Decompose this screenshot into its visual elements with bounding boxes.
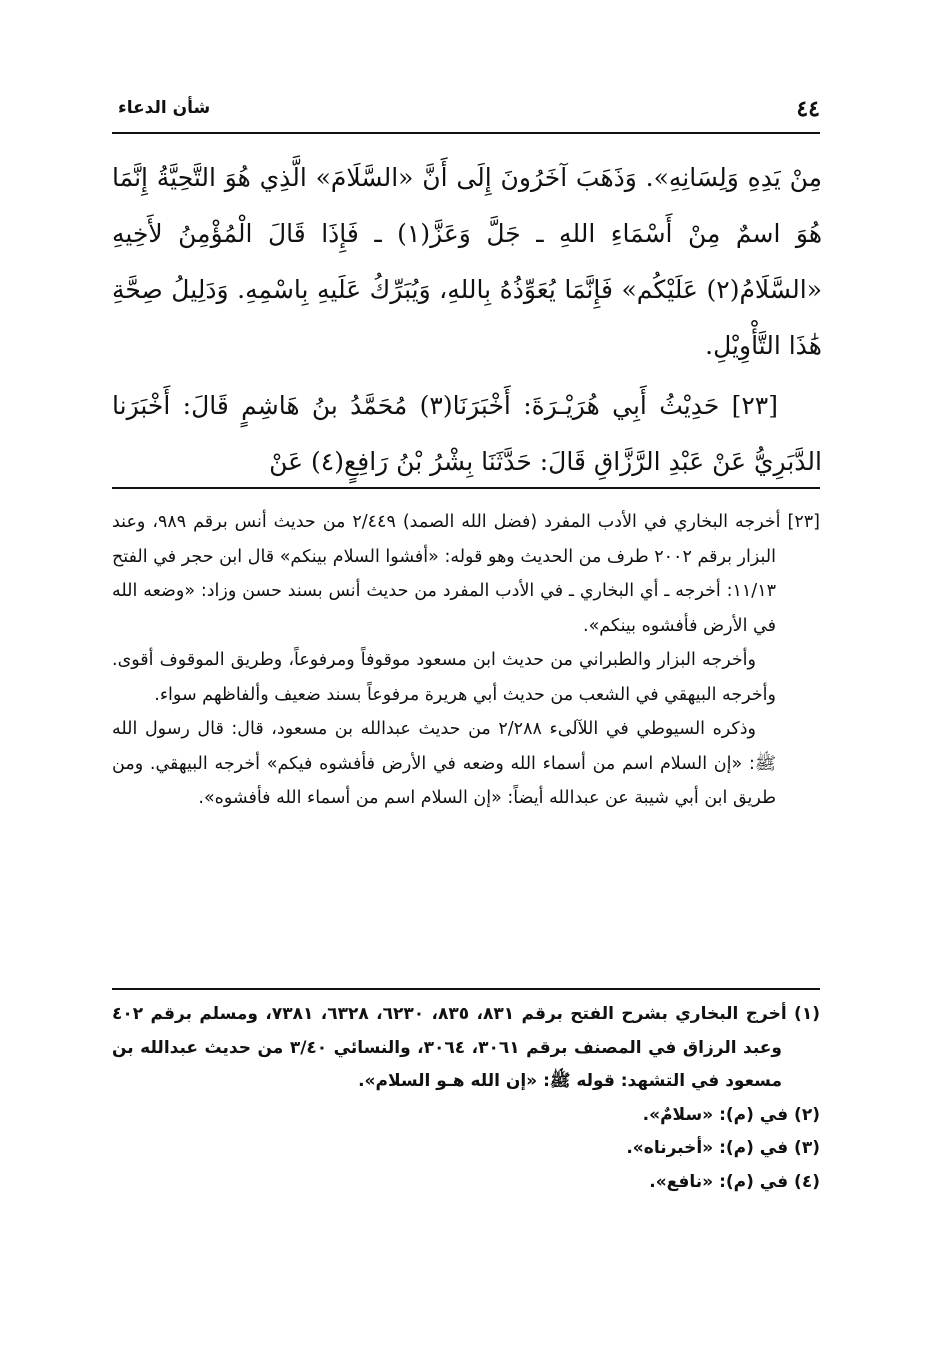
footnote-4: (٤) في (م): «نافع». <box>649 1171 820 1192</box>
page-number: ٤٤ <box>796 96 820 122</box>
page-header <box>118 96 820 126</box>
footnote-separator <box>112 988 820 990</box>
footnotes <box>112 998 820 1199</box>
main-paragraph: مِنْ يَدِهِ وَلِسَانِهِ». وَذَهَبَ آخَرُونَ إِلَى أَنَّ «السَّلَامَ» الَّذِي هُوَ التَّحِيَّةُ إِنَّمَا هُوَ اسمٌ مِنْ أَسْمَاءِ اللهِ ـ جَلَّ وَعَزَّ(١) ـ فَإِذَا قَالَ الْمُؤْمِنُ لأَخِيهِ «السَّلَامُ(٢) عَلَيْكُم» فَإِنَّمَا يُعَوِّذُهُ بِاللهِ، وَيُبَرِّكُ عَلَيهِ بِاسْمِهِ. وَدَلِيلُ صِحَّةِ هَٰذَا التَّأْوِيْلِ. <box>112 163 823 360</box>
header-rule <box>112 132 820 134</box>
notes-separator <box>112 487 820 489</box>
note-23-paragraph-2: وأخرجه البزار والطبراني من حديث ابن مسعود موقوفاً ومرفوعاً، وطريق الموقوف أقوى. وأخرجه البيهقي في الشعب من حديث أبي هريرة مرفوعاً بسند ضعيف وألفاظهم سواء. <box>112 650 776 705</box>
hadith-paragraph: [٢٣] حَدِيْثُ أَبِي هُرَيْـرَةَ: أَخْبَرَنَا(٣) مُحَمَّدُ بنُ هَاشِمٍ قَالَ: أَخْبَرَنا الدَّبَرِيُّ عَنْ عَبْدِ الرَّزَّاقِ قَالَ: حَدَّثَنَا بِشْرُ بْنُ رَافِعٍ(٤) عَنْ <box>112 391 822 476</box>
footnote-2: (٢) في (م): «سلامٌ». <box>642 1104 820 1125</box>
note-23-paragraph-3: وذكره السيوطي في اللآلىء ٢/٢٨٨ من حديث عبدالله بن مسعود، قال: قال رسول الله ﷺ: «إن السلام اسم من أسماء الله وضعه في الأرض فأفشوه فيكم» أخرجه البيهقي. ومن طريق ابن أبي شيبة عن عبدالله أيضاً: «إن السلام اسم من أسماء الله فأفشوه». <box>112 719 776 808</box>
running-title: شأن الدعاء <box>118 98 211 118</box>
footnote-3: (٣) في (م): «أخبرناه». <box>626 1138 820 1158</box>
note-23-paragraph-1: [٢٣] أخرجه البخاري في الأدب المفرد (فضل الله الصمد) ٢/٤٤٩ من حديث أنس برقم ٩٨٩، وعند البزار برقم ٢٠٠٢ طرف من الحديث وهو قوله: «أفشوا السلام بينكم» قال ابن حجر في الفتح ١١/١٣: أخرجه ـ أي البخاري ـ في الأدب المفرد من حديث أنس بسند حسن وزاد: «وضعه الله في الأرض فأفشوه بينكم». <box>112 512 820 636</box>
commentary-notes <box>112 505 820 816</box>
main-text <box>112 150 822 490</box>
footnote-1: (١) أخرج البخاري بشرح الفتح برقم ٨٣١، ٨٣٥، ٦٢٣٠، ٦٣٢٨، ٧٣٨١، ومسلم برقم ٤٠٢ وعبد الرزاق في المصنف برقم ٣٠٦١، ٣٠٦٤، والنسائي ٣/٤٠ من حديث عبدالله بن مسعود في التشهد: قوله ﷺ: «إن الله هـو السلام». <box>112 1004 820 1091</box>
